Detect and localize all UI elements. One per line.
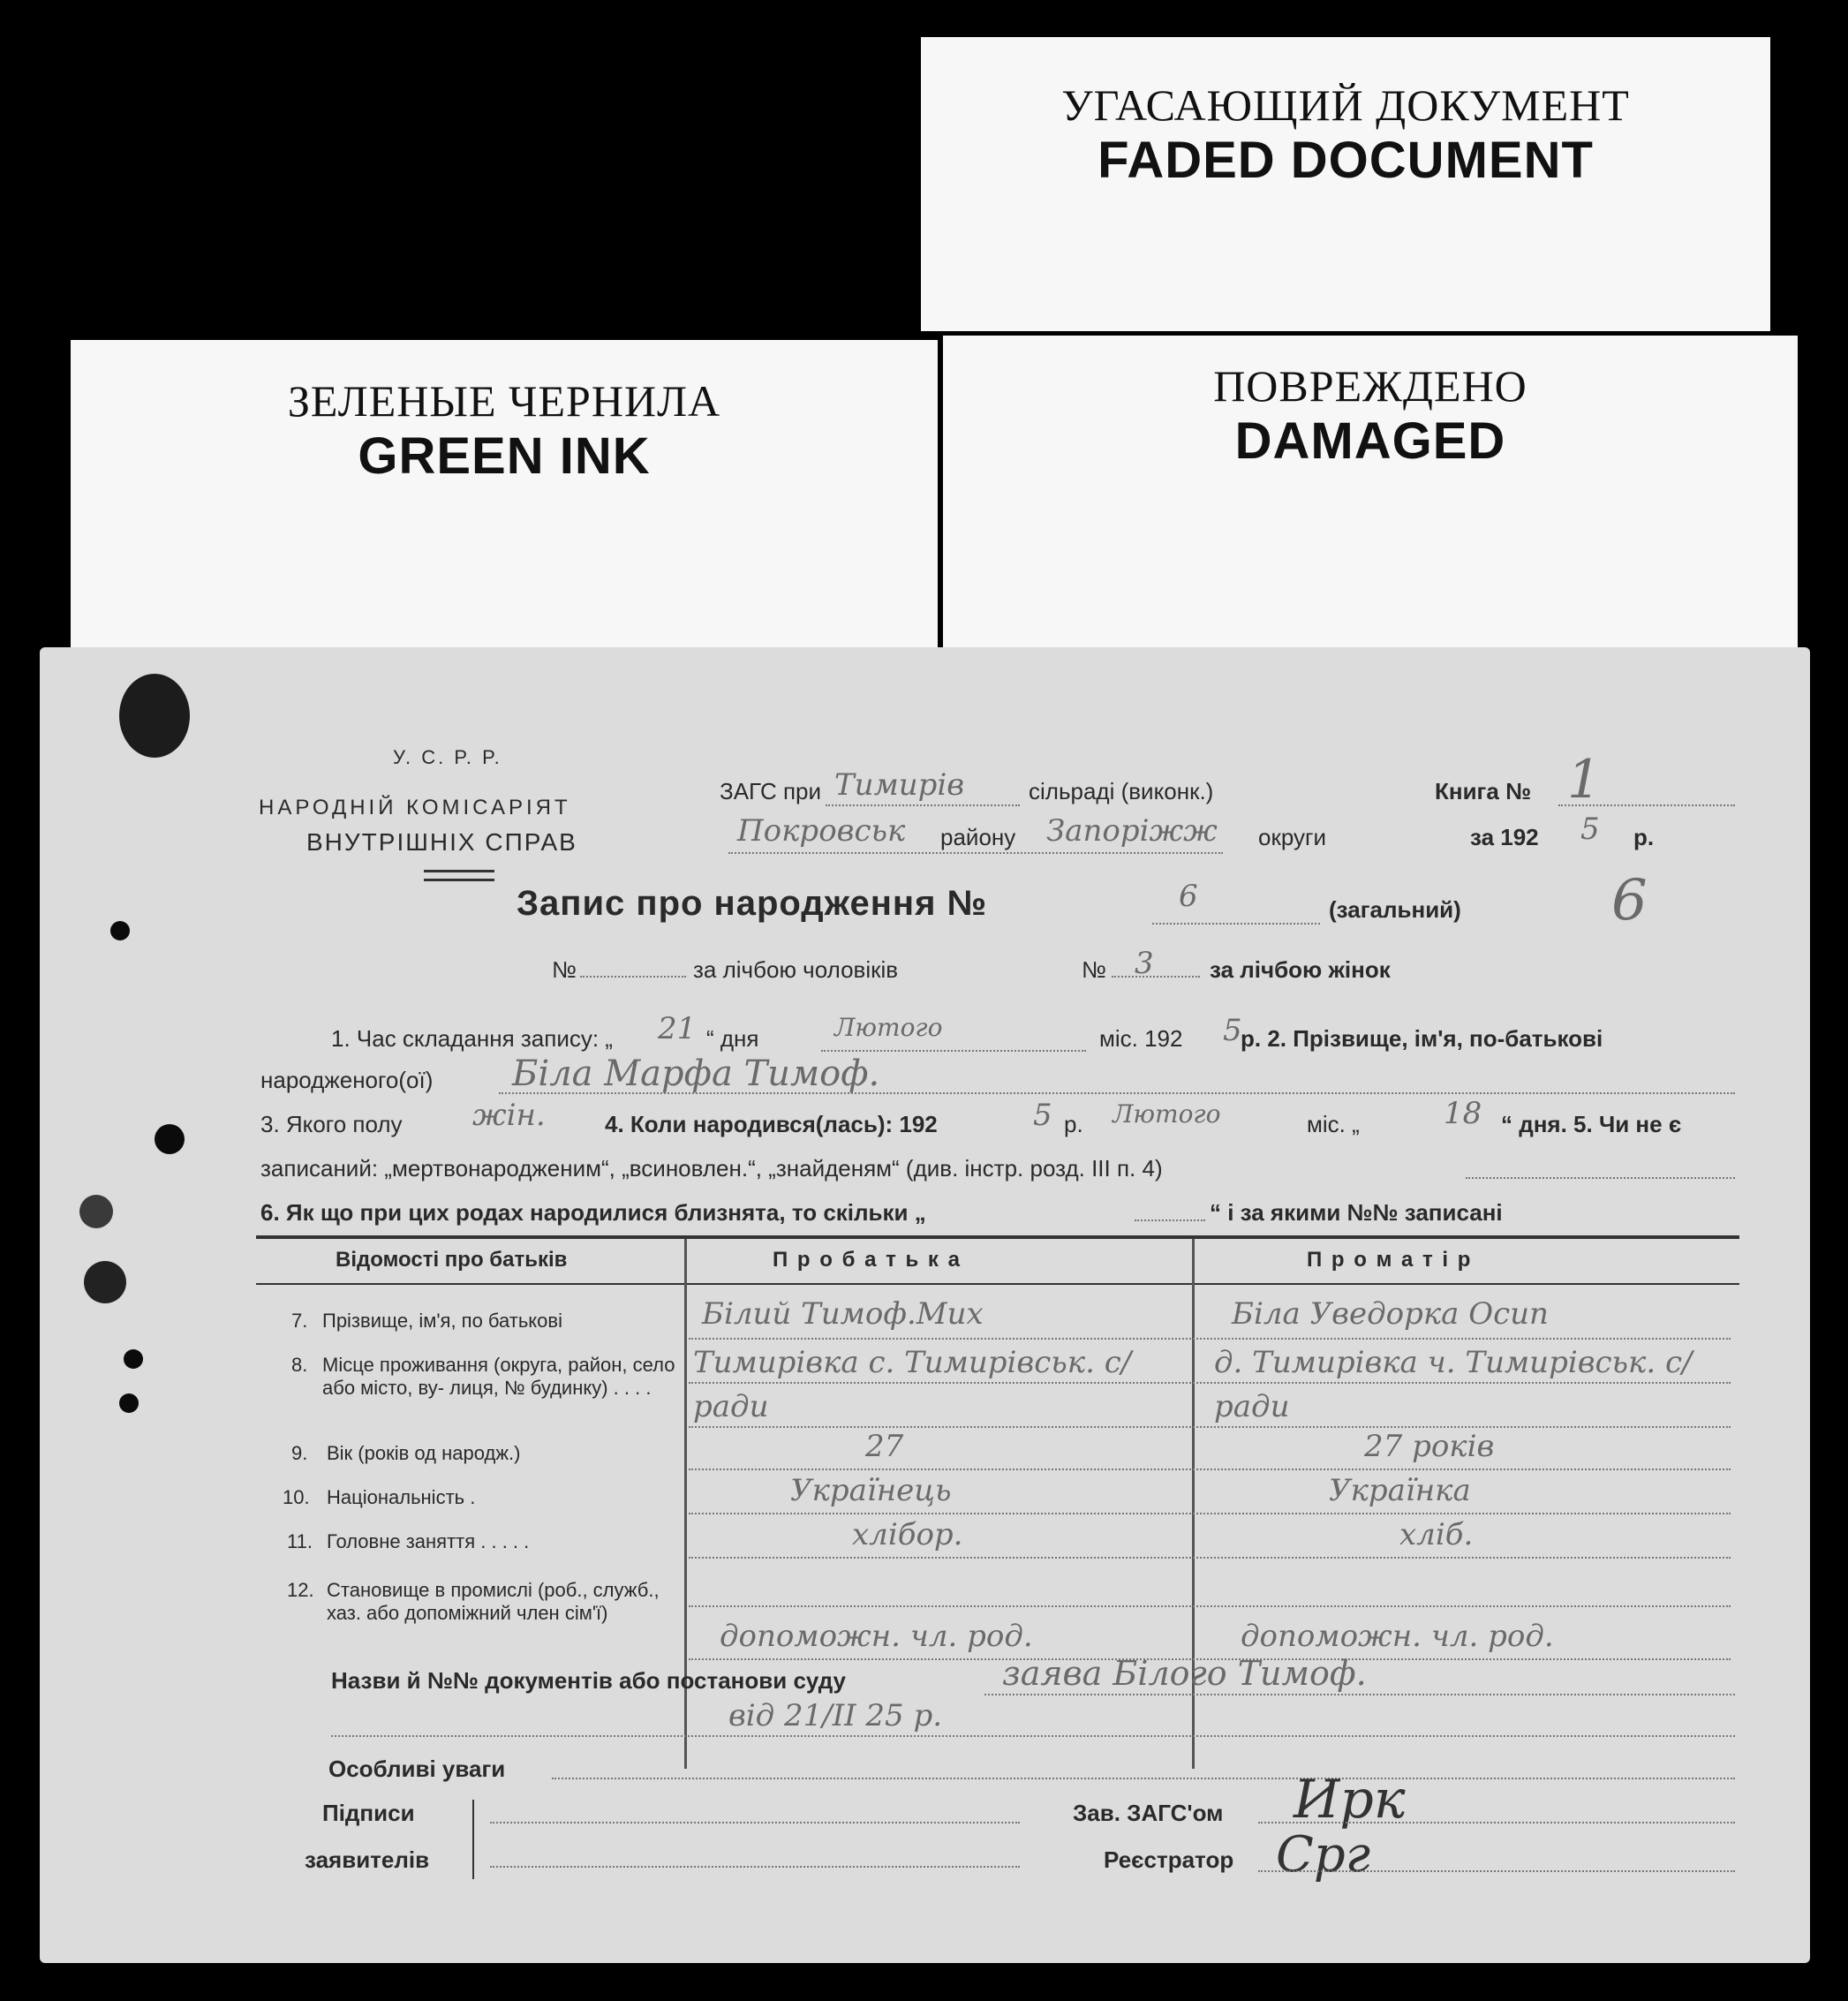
- fill-line: [689, 1338, 1731, 1340]
- row-8-father: Тимирівка с. Тимирівськ. с/ради: [693, 1345, 1132, 1424]
- women-count-label: за лічбою жінок: [1210, 956, 1391, 983]
- margin-number: 6: [1611, 868, 1648, 933]
- fill-line: [689, 1426, 1731, 1428]
- field-4-year: 5: [1033, 1098, 1052, 1133]
- field-5-options: записаний: „мертвонародженим“, „всиновлен.“, „знайденям“ (див. інстр. розд. III п. 4): [260, 1155, 1163, 1182]
- field-1-label: 1. Час складання запису: „: [331, 1025, 613, 1052]
- women-count-no: 3: [1135, 946, 1154, 981]
- year-suffix: р.: [1633, 824, 1655, 850]
- fill-line: [821, 1050, 1086, 1052]
- fill-line: [490, 1822, 1020, 1824]
- born-label: народженого(ої): [260, 1067, 434, 1093]
- fill-line: [499, 1092, 1735, 1094]
- usrr-label: У. С. Р. Р.: [393, 746, 502, 768]
- col-father-header: П р о б а т ь к а: [773, 1248, 962, 1272]
- ink-stain: [119, 674, 190, 758]
- row-9-mother: 27 років: [1364, 1429, 1495, 1464]
- year-value: 5: [1580, 812, 1600, 847]
- field-2-label: р. 2. Прізвище, ім'я, по-батькові: [1241, 1025, 1603, 1052]
- field-5-label: “ дня. 5. Чи не є: [1501, 1111, 1682, 1137]
- row-12-label: Становище в промислі (роб., служб., хаз. або допоміжний член сім'ї): [327, 1579, 660, 1624]
- zags-suffix: сільраді (виконк.): [1029, 778, 1214, 804]
- zags-village: Тимирів: [834, 767, 965, 803]
- field-1-year-label: міс. 192: [1099, 1025, 1183, 1052]
- green-ink-card: [71, 340, 938, 693]
- fill-line: [984, 1694, 1735, 1695]
- fill-line: [689, 1557, 1731, 1559]
- faded-document-card: [921, 37, 1770, 331]
- row-10-mother: Українка: [1329, 1473, 1471, 1508]
- fill-line: [1258, 1870, 1735, 1872]
- signatures-label-2: заявителів: [305, 1846, 430, 1873]
- head-signature: Ирк: [1294, 1769, 1406, 1831]
- fill-line: [1152, 923, 1320, 925]
- row-10-label: Національність .: [327, 1486, 476, 1508]
- faded-en-label: FADED DOCUMENT: [1097, 132, 1594, 189]
- fill-line: [490, 1866, 1020, 1868]
- book-number: 1: [1567, 749, 1602, 811]
- damaged-ru-label: ПОВРЕЖДЕНО: [1213, 361, 1527, 411]
- general-label: (загальний): [1329, 896, 1461, 923]
- col-mother-header: П р о м а т і р: [1307, 1248, 1473, 1272]
- registrar-signature: Срг: [1276, 1826, 1370, 1884]
- birth-record-sheet: [40, 647, 1810, 1963]
- punch-hole: [110, 921, 130, 940]
- divider: [424, 879, 494, 881]
- registrar-label: Реєстратор: [1104, 1846, 1234, 1873]
- record-number: 6: [1179, 879, 1198, 914]
- district-value: Покровськ: [737, 813, 906, 849]
- row-7-number: 7.: [291, 1310, 308, 1332]
- field-1-year: 5: [1223, 1013, 1242, 1048]
- commissariat-line-2: ВНУТРІШНІХ СПРАВ: [306, 828, 577, 856]
- row-8-number: 8.: [291, 1354, 308, 1376]
- fill-line: [1258, 1822, 1735, 1824]
- punch-hole: [124, 1349, 143, 1369]
- field-4-label: 4. Коли народився(лась): 192: [605, 1111, 938, 1137]
- fill-line: [689, 1605, 1731, 1607]
- row-7-mother: Біла Уведорка Осип: [1232, 1296, 1549, 1332]
- row-10-father: Українець: [790, 1473, 952, 1508]
- field-6-label: 6. Як що при цих родах народилися близнята, то скільки „: [260, 1199, 926, 1226]
- field-4-day: 18: [1444, 1096, 1482, 1131]
- zags-prefix: ЗАГС при: [720, 778, 822, 804]
- punch-hole: [155, 1124, 185, 1154]
- field-4-month-label: міс. „: [1307, 1111, 1360, 1137]
- table-header-rule: [256, 1283, 1739, 1285]
- fill-line: [689, 1469, 1731, 1470]
- okrug-label: округи: [1258, 824, 1327, 850]
- year-label: за 192: [1470, 824, 1539, 850]
- row-7-father: Білий Тимоф.Мих: [702, 1296, 984, 1332]
- row-11-number: 11.: [287, 1530, 313, 1552]
- docs-label: Назви й №№ документів або постанови суду: [331, 1667, 846, 1694]
- field-6-suffix: “ і за якими №№ записані: [1210, 1199, 1503, 1226]
- fill-line: [1466, 1177, 1735, 1179]
- col-parents-header: Відомості про батьків: [336, 1248, 568, 1272]
- field-1-month: Лютого: [834, 1013, 943, 1042]
- row-12-number: 12.: [287, 1579, 314, 1601]
- born-name: Біла Марфа Тимоф.: [512, 1053, 880, 1094]
- fill-line: [728, 852, 1223, 854]
- signatures-label-1: Підписи: [322, 1800, 415, 1826]
- field-3-label: 3. Якого полу: [260, 1111, 403, 1137]
- commissariat-line-1: НАРОДНІЙ КОМІСАРІЯТ: [259, 796, 571, 819]
- green-en-label: GREEN INK: [358, 427, 651, 485]
- book-label: Книга №: [1435, 778, 1532, 804]
- punch-hole: [119, 1393, 139, 1413]
- field-4-month: Лютого: [1113, 1099, 1221, 1129]
- row-11-father: хлібор.: [852, 1517, 963, 1552]
- district-label: району: [940, 824, 1016, 850]
- row-10-number: 10.: [283, 1486, 310, 1508]
- fill-line: [1112, 976, 1200, 978]
- row-7-label: Прізвище, ім'я, по батькові: [322, 1310, 562, 1332]
- fill-line: [1558, 804, 1735, 806]
- faded-ru-label: УГАСАЮЩИЙ ДОКУМЕНТ: [1061, 80, 1630, 130]
- row-9-father: 27: [865, 1429, 904, 1464]
- row-8-mother: д. Тимирівка ч. Тимирівськ. с/ради: [1214, 1345, 1693, 1424]
- field-1-day-suffix: “ дня: [706, 1025, 759, 1052]
- fill-line: [826, 804, 1020, 806]
- row-8-label: Місце проживання (округа, район, село або місто, ву- лиця, № будинку) . . . .: [322, 1354, 675, 1399]
- damaged-card: [943, 336, 1798, 693]
- fill-line: [689, 1513, 1731, 1514]
- signature-bracket: [472, 1800, 474, 1879]
- okrug-value: Запоріжж: [1046, 813, 1218, 849]
- divider: [424, 870, 494, 872]
- men-count-prefix: №: [552, 956, 577, 983]
- notes-label: Особливі уваги: [328, 1756, 506, 1782]
- fill-line: [580, 976, 686, 978]
- women-count-prefix: №: [1082, 956, 1106, 983]
- fill-line: [552, 1778, 1735, 1779]
- field-3-sex: жін.: [472, 1098, 546, 1133]
- docs-value-2: від 21/II 25 р.: [728, 1698, 943, 1733]
- field-4-year-suffix: р.: [1064, 1111, 1083, 1137]
- field-1-day: 21: [658, 1011, 697, 1046]
- row-9-number: 9.: [291, 1442, 308, 1464]
- docs-value-1: заява Білого Тимоф.: [1002, 1654, 1367, 1693]
- record-title: Запис про народження №: [517, 884, 988, 923]
- row-12-father: допоможн. чл. род.: [720, 1619, 1033, 1654]
- row-9-label: Вік (років од народж.): [327, 1442, 521, 1464]
- row-11-label: Головне заняття . . . . .: [327, 1530, 530, 1552]
- men-count-label: за лічбою чоловіків: [693, 956, 899, 983]
- punch-hole: [84, 1261, 126, 1303]
- fill-line: [1135, 1219, 1205, 1221]
- table-top-rule: [256, 1235, 1739, 1239]
- row-11-mother: хліб.: [1399, 1517, 1474, 1552]
- green-ru-label: ЗЕЛЕНЫЕ ЧЕРНИЛА: [287, 376, 721, 426]
- punch-hole: [79, 1195, 113, 1228]
- fill-line: [689, 1382, 1731, 1384]
- row-12-mother: допоможн. чл. род.: [1241, 1619, 1554, 1654]
- fill-line: [331, 1735, 1735, 1737]
- head-label: Зав. ЗАГС'ом: [1073, 1800, 1224, 1826]
- damaged-en-label: DAMAGED: [1234, 412, 1506, 470]
